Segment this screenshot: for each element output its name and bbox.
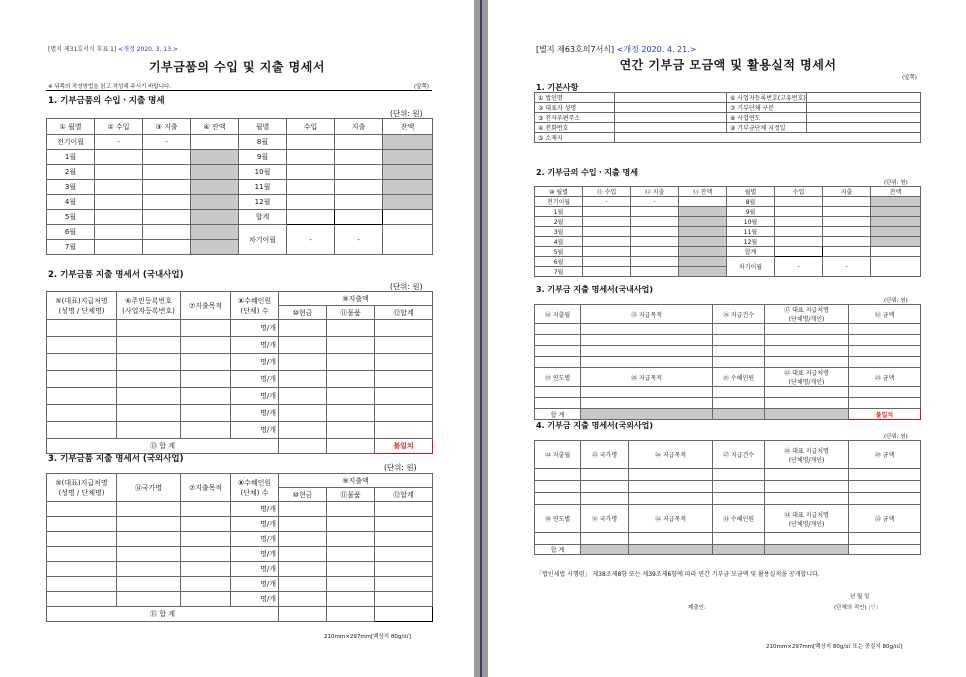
overseas-expense-table xyxy=(46,473,433,622)
total-label: 합계 xyxy=(239,210,287,225)
unit-cell: 명/개 xyxy=(231,562,279,577)
month-label: 11월 xyxy=(239,180,287,195)
month-label: 1월 xyxy=(535,207,583,217)
col-header: ㉒ 대표 지급처명 (단체명/개인) xyxy=(765,368,849,387)
col-header: ⑨지출액 xyxy=(279,474,433,488)
unit-cell: 명/개 xyxy=(231,517,279,532)
col-header: ② 수입 xyxy=(95,119,143,135)
income-expense-table xyxy=(46,118,433,255)
unit-cell: 명/개 xyxy=(231,337,279,354)
domestic-expense-table xyxy=(46,291,433,454)
month-label: 12월 xyxy=(727,237,775,247)
income-expense-table xyxy=(534,186,921,277)
section-1-title: 1. 기본사항 xyxy=(536,83,579,92)
col-header: ⑬ 잔액 xyxy=(679,187,727,197)
dash-cell: - xyxy=(95,135,143,150)
unit-cell: 명/개 xyxy=(231,592,279,607)
carry-label: 전기이월 xyxy=(535,197,583,207)
col-header: 잔액 xyxy=(871,187,921,197)
unit-label: (단위: 원) xyxy=(384,463,417,472)
col-header: ㉗ 지급건수 xyxy=(713,441,765,469)
unit-label: (단위: 원) xyxy=(390,109,423,118)
unit-cell: 명/개 xyxy=(231,320,279,337)
unit-label: (단위: 원) xyxy=(884,298,908,304)
col-header: ㉞ 대표 지급처명 (단체명/개인) xyxy=(765,505,849,533)
section-3-title: 3. 기부금품 지출 명세서 (국외사업) xyxy=(48,454,184,464)
col-header: ⑪ 수입 xyxy=(583,187,631,197)
col-header: ⑨지출액 xyxy=(279,292,433,306)
left-document-page xyxy=(0,0,474,677)
field-label: ② 대표자 성명 xyxy=(535,103,615,113)
month-label: 12월 xyxy=(239,195,287,210)
carry-label: 전기이월 xyxy=(47,135,95,150)
domestic-expense-table xyxy=(534,304,921,420)
month-label: 4월 xyxy=(535,237,583,247)
col-header: ⑥주민등록번호 (사업자등록번호) xyxy=(117,292,181,320)
month-label: 6월 xyxy=(535,257,583,267)
col-header: ⑫합계 xyxy=(375,488,433,502)
revision-date: <개정 2020. 3. 13.> xyxy=(118,46,178,53)
col-header: ㉔ 지출월 xyxy=(535,441,581,469)
total-label: 합 계 xyxy=(535,409,581,420)
month-label: 9월 xyxy=(727,207,775,217)
field-label: ① 법인명 xyxy=(535,93,615,103)
month-label: 3월 xyxy=(535,227,583,237)
front-side-label: (앞쪽) xyxy=(902,75,917,81)
page-gap xyxy=(474,0,488,677)
col-header: ⑭ 지출월 xyxy=(535,305,581,324)
field-label: ③ 전자우편주소 xyxy=(535,113,615,123)
col-header: ⑩현금 xyxy=(279,488,327,502)
col-header: ⑭국가명 xyxy=(117,474,181,502)
field-label: ⑥ 사업자등록번호(고유번호) xyxy=(727,93,807,103)
unit-cell: 명/개 xyxy=(231,422,279,439)
col-header: ㉟ 금액 xyxy=(849,505,921,533)
form-number: [별지 제31호서식 후표 1] <개정 2020. 3. 13.> xyxy=(48,46,178,53)
dash-cell: - xyxy=(631,197,679,207)
col-header: ⑪물품 xyxy=(327,306,375,320)
basic-info-table xyxy=(534,92,921,143)
col-header: ⑯ 지급건수 xyxy=(713,305,765,324)
col-header: ⑤(대표)지급처명 (성명 / 단체명) xyxy=(47,474,117,502)
col-header: ㉝ 수혜인원 xyxy=(713,505,765,533)
unit-cell: 명/개 xyxy=(231,577,279,592)
dash-cell: - xyxy=(583,197,631,207)
col-header: 지출 xyxy=(823,187,871,197)
col-header: ㉜ 지급목적 xyxy=(629,505,713,533)
field-label: ⑤ 소재지 xyxy=(535,133,615,143)
month-label: 7월 xyxy=(47,240,95,255)
signature-label: (단체의 직인) (인) xyxy=(834,605,878,611)
month-label: 4월 xyxy=(47,195,95,210)
col-header: ⑤(대표)지급처명 (성명 / 단체명) xyxy=(47,292,117,320)
col-header: ⑮ 지급목적 xyxy=(581,305,713,324)
overseas-expense-table xyxy=(534,440,921,555)
col-header: ㉑ 수혜인원 xyxy=(713,368,765,387)
paper-spec-footer: 210mm×297mm[백상지 80g/㎡ 또는 중질지 80g/㎡] xyxy=(766,644,903,650)
unit-cell: 명/개 xyxy=(231,388,279,405)
section-2-title: 2. 기부금의 수입ㆍ지출 명세 xyxy=(536,168,638,177)
total-label: ⑮ 합 계 xyxy=(47,607,279,622)
mismatch-annotation: 불일치 xyxy=(849,409,921,420)
col-header: ④ 잔액 xyxy=(191,119,239,135)
month-label: 7월 xyxy=(535,267,583,277)
col-header: 수입 xyxy=(775,187,823,197)
col-header: ⑧수혜인원 (단체) 수 xyxy=(231,292,279,320)
section-1-title: 1. 기부금품의 수입ㆍ지출 명세 xyxy=(48,96,165,106)
revision-date: <개정 2020. 4. 21.> xyxy=(616,45,697,54)
unit-cell: 명/개 xyxy=(231,547,279,562)
col-header: 월별 xyxy=(239,119,287,135)
disclosure-statement: 「법인세법 시행령」 제38조제8항 또는 제39조제6항에 따라 연간 기부금 모금액 및 활용실적을 공개합니다. xyxy=(536,571,820,578)
dash-cell: - xyxy=(143,135,191,150)
instruction-note: ※ 뒤쪽의 작성방법을 읽고 작성해 주시기 바랍니다. xyxy=(48,84,172,90)
dash-cell: - xyxy=(775,257,823,277)
month-label: 11월 xyxy=(727,227,775,237)
dash-cell: - xyxy=(287,225,335,255)
document-title: 기부금품의 수입 및 지출 명세서 xyxy=(149,60,325,74)
month-label: 5월 xyxy=(47,210,95,225)
form-number: [별지 제63호의7서식] <개정 2020. 4. 21.> xyxy=(536,45,697,54)
unit-cell: 명/개 xyxy=(231,371,279,388)
col-header: ⑦지출목적 xyxy=(181,292,231,320)
unit-label: (단위: 원) xyxy=(884,180,908,186)
dash-cell: - xyxy=(823,257,871,277)
field-label: ⑧ 사업연도 xyxy=(727,113,807,123)
col-header: ⑫ 지출 xyxy=(631,187,679,197)
month-label: 8월 xyxy=(727,197,775,207)
col-header: ⑩ 월별 xyxy=(535,187,583,197)
col-header: 월별 xyxy=(727,187,775,197)
col-header: ⑦지출목적 xyxy=(181,474,231,502)
month-label: 10월 xyxy=(727,217,775,227)
col-header: ㉖ 지급목적 xyxy=(629,441,713,469)
month-label: 2월 xyxy=(535,217,583,227)
col-header: ⑰ 대표 지급처명 (단체명/개인) xyxy=(765,305,849,324)
col-header: ㉛ 국가명 xyxy=(581,505,629,533)
month-label: 2월 xyxy=(47,165,95,180)
month-label: 9월 xyxy=(239,150,287,165)
col-header: 잔액 xyxy=(383,119,433,135)
total-label: ⑬ 합 계 xyxy=(47,439,279,454)
col-header: ⑱ 금액 xyxy=(849,305,921,324)
month-label: 3월 xyxy=(47,180,95,195)
section-4-title: 4. 기부금 지출 명세서(국외사업) xyxy=(536,421,654,430)
unit-label: (단위: 원) xyxy=(390,282,423,291)
col-header: ③ 지출 xyxy=(143,119,191,135)
total-label: 합 계 xyxy=(535,545,581,555)
month-label: 6월 xyxy=(47,225,95,240)
unit-cell: 명/개 xyxy=(231,532,279,547)
col-header: ⑧수혜인원 (단체) 수 xyxy=(231,474,279,502)
next-carry-label: 차기이월 xyxy=(239,225,287,255)
submitter-label: 제출인: xyxy=(688,605,706,611)
col-header: ㉓ 금액 xyxy=(849,368,921,387)
col-header: ⑫합계 xyxy=(375,306,433,320)
seal-mark: (인) xyxy=(868,605,878,611)
month-label: 8월 xyxy=(239,135,287,150)
total-label: 합계 xyxy=(727,247,775,257)
unit-label: (단위: 원) xyxy=(884,434,908,440)
col-header: ㉙ 금액 xyxy=(849,441,921,469)
col-header: ㉕ 국가명 xyxy=(581,441,629,469)
unit-cell: 명/개 xyxy=(231,502,279,517)
next-carry-label: 차기이월 xyxy=(727,257,775,277)
mismatch-annotation: 불일치 xyxy=(375,439,433,454)
col-header: ⑪물품 xyxy=(327,488,375,502)
col-header: ㉚ 연도별 xyxy=(535,505,581,533)
col-header: 지출 xyxy=(335,119,383,135)
field-label: ⑦ 기부단체 구분 xyxy=(727,103,807,113)
month-label: 5월 xyxy=(535,247,583,257)
right-document-page xyxy=(488,0,966,677)
col-header: 수입 xyxy=(287,119,335,135)
field-label: ⑨ 기부금단체 지정일 xyxy=(727,123,807,133)
document-title: 연간 기부금 모금액 및 활용실적 명세서 xyxy=(619,58,837,72)
col-header: ⑳ 지급목적 xyxy=(581,368,713,387)
front-side-label: (앞쪽) xyxy=(414,84,429,90)
section-3-title: 3. 기부금 지출 명세서(국내사업) xyxy=(536,285,654,294)
col-header: ⑩현금 xyxy=(279,306,327,320)
col-header: ⑲ 연도별 xyxy=(535,368,581,387)
col-header: ㉘ 대표 지급처명 (단체명/개인) xyxy=(765,441,849,469)
unit-cell: 명/개 xyxy=(231,354,279,371)
col-header: ① 월별 xyxy=(47,119,95,135)
field-label: ④ 전화번호 xyxy=(535,123,615,133)
paper-spec-footer: 210mm×297mm[백상지 80g/㎡] xyxy=(324,634,411,640)
dash-cell: - xyxy=(335,225,383,255)
unit-cell: 명/개 xyxy=(231,405,279,422)
month-label: 10월 xyxy=(239,165,287,180)
date-line: 년 월 일 xyxy=(850,594,870,600)
section-2-title: 2. 기부금품 지출 명세서 (국내사업) xyxy=(48,270,184,280)
month-label: 1월 xyxy=(47,150,95,165)
